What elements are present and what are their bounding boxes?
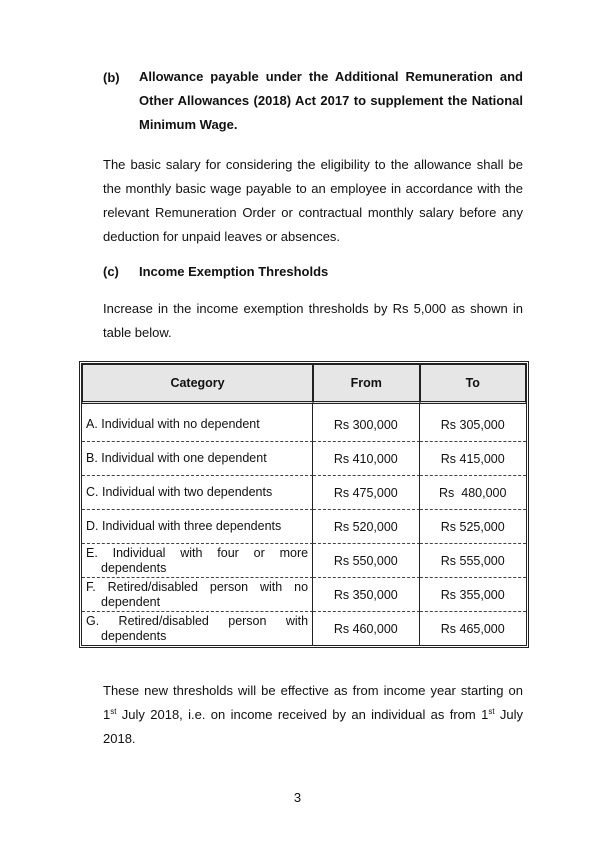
section-b-label: (b) — [103, 70, 120, 85]
row-category: F. Retired/disabled person with no dependent — [86, 579, 309, 609]
header-category: Category — [82, 364, 313, 404]
section-b-heading: Allowance payable under the Additional Remuneration and Other Allowances (2018) Act 2017 to supplement the National Minimum Wage. — [139, 69, 523, 132]
row-category: A. Individual with no dependent — [82, 404, 313, 442]
row-category: G. Retired/disabled person with dependents — [86, 613, 309, 643]
table-header-row — [82, 364, 526, 404]
row-to: Rs 465,000 — [440, 621, 505, 636]
row-from: Rs 460,000 — [313, 612, 419, 645]
row-from: Rs 300,000 — [313, 404, 419, 442]
row-category: C. Individual with two dependents — [82, 476, 313, 510]
header-to: To — [420, 364, 527, 404]
table-row — [82, 476, 526, 510]
table-row — [82, 578, 526, 612]
ordinal-suffix: st — [488, 707, 495, 716]
row-from: Rs 350,000 — [313, 578, 419, 612]
section-b-paragraph: The basic salary for considering the eligibility to the allowance shall be the monthly basic wage payable to an employee in accordance with the relevant Remuneration Order or contractual monthly salary before any deduction for unpaid leaves or absences. — [103, 157, 523, 244]
row-from: Rs 475,000 — [313, 476, 419, 510]
row-to: Rs 415,000 — [420, 442, 527, 476]
closing-paragraph — [103, 679, 523, 751]
row-category: B. Individual with one dependent — [82, 442, 313, 476]
row-to: Rs 480,000 — [420, 476, 527, 510]
thresholds-table — [79, 361, 529, 648]
header-from: From — [313, 364, 419, 404]
table-row — [82, 442, 526, 476]
ordinal-suffix: st — [110, 707, 117, 716]
row-to: Rs 355,000 — [420, 578, 527, 612]
table-row — [82, 510, 526, 544]
row-from: Rs 550,000 — [313, 544, 419, 578]
closing-text-2: July 2018, i.e. on income received by an individual as from 1 — [116, 707, 489, 722]
table-row — [82, 544, 526, 578]
section-c-label: (c) — [103, 264, 119, 279]
row-to: Rs 555,000 — [420, 544, 527, 578]
page-number: 3 — [293, 790, 302, 805]
section-c-paragraph: Increase in the income exemption thresholds by Rs 5,000 as shown in table below. — [103, 301, 523, 340]
row-to: Rs 525,000 — [420, 510, 527, 544]
closing-text-1: These new thresholds will be effective as from income year starting on 1 — [103, 683, 523, 722]
section-c-heading: Income Exemption Thresholds — [139, 264, 329, 279]
table-row — [82, 404, 526, 442]
row-from: Rs 410,000 — [313, 442, 419, 476]
row-category: D. Individual with three dependents — [82, 510, 313, 544]
row-from: Rs 520,000 — [313, 510, 419, 544]
row-to: Rs 305,000 — [420, 404, 527, 442]
table-row — [82, 612, 526, 645]
closing-text-3: July 2018. — [103, 707, 523, 746]
row-category: E. Individual with four or more dependents — [86, 545, 309, 575]
